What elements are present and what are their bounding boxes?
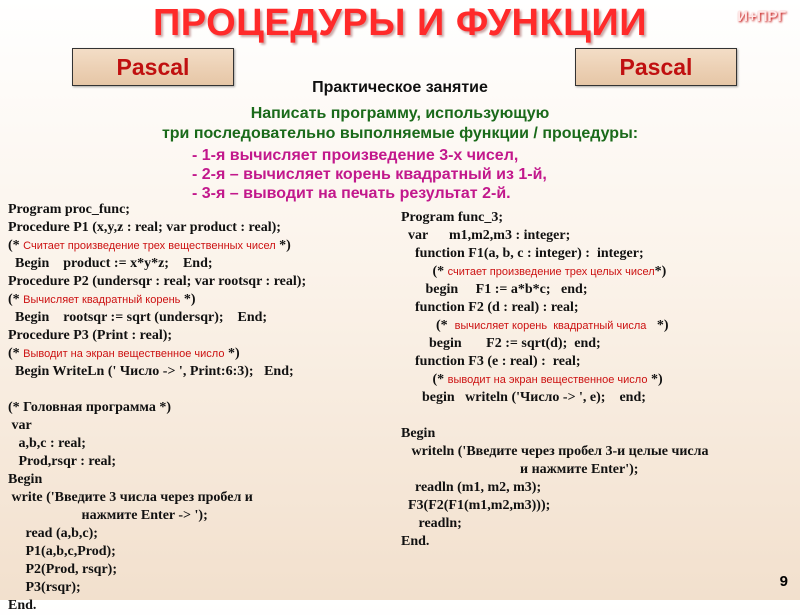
code-line [401, 371, 709, 389]
code-line [401, 263, 709, 281]
code-listing-functions [401, 209, 709, 551]
code-listing-procedures [8, 201, 306, 615]
code-comment: Выводит на экран вещественное число [23, 348, 225, 360]
code-comment: вычисляет корень квадратный числа [454, 320, 647, 332]
code-text: Program proc_func; [8, 202, 130, 217]
language-badge-right: Pascal [575, 48, 737, 86]
code-text: и нажмите Enter'); [401, 462, 639, 477]
code-text: Program func_3; [401, 210, 503, 225]
code-text: Begin [8, 472, 43, 487]
code-text: P2(Prod, rsqr); [8, 562, 117, 577]
code-line [8, 471, 306, 489]
code-text: function F1(a, b, c : integer) : integer; [401, 246, 644, 261]
code-line [401, 533, 709, 551]
code-line [401, 443, 709, 461]
task-line-2: три последовательно выполняемые функции / процедуры: [161, 125, 639, 142]
code-text: (* [401, 318, 455, 333]
code-text: нажмите Enter -> '); [8, 508, 208, 523]
code-line [401, 389, 709, 407]
code-line [8, 201, 306, 219]
task-item: - 1-я вычисляет произведение 3-х чисел, [192, 147, 519, 164]
task-heading [0, 104, 800, 144]
code-line [8, 579, 306, 597]
code-line [401, 353, 709, 371]
code-text: Begin product := x*y*z; End; [8, 256, 213, 271]
code-text: var m1,m2,m3 : integer; [401, 228, 571, 243]
code-text: function F3 (e : real) : real; [401, 354, 581, 369]
code-line [401, 497, 709, 515]
code-comment: Считает произведение трех вещественных чисел [23, 240, 276, 252]
code-comment-close: *) [224, 346, 240, 361]
code-text: function F2 (d : real) : real; [401, 300, 579, 315]
code-text: (* [8, 292, 24, 307]
code-line [401, 479, 709, 497]
code-line [8, 489, 306, 507]
code-text: a,b,c : real; [8, 436, 86, 451]
code-text: writeln ('Введите через пробел 3-и целые числа [401, 444, 709, 459]
code-line [8, 327, 306, 345]
code-text: readln (m1, m2, m3); [401, 480, 542, 495]
code-line [401, 335, 709, 353]
code-text: (* Головная программа *) [8, 400, 171, 415]
code-line [401, 299, 709, 317]
code-text: End. [401, 534, 430, 549]
code-line [8, 525, 306, 543]
code-line [401, 281, 709, 299]
code-line [401, 317, 709, 335]
code-text: (* [8, 346, 24, 361]
code-text: read (a,b,c); [8, 526, 98, 541]
slide-title: ПРОЦЕДУРЫ И ФУНКЦИИ [152, 2, 648, 44]
code-text: Begin WriteLn (' Число -> ', Print:6:3); End; [8, 364, 294, 379]
code-line [8, 363, 306, 381]
code-text: Prod,rsqr : real; [8, 454, 117, 469]
code-text: Begin rootsqr := sqrt (undersqr); End; [8, 310, 268, 325]
code-text: Begin [401, 426, 436, 441]
code-text: (* [401, 264, 448, 279]
code-comment-close: *) [654, 264, 667, 279]
corner-tag: И+ПРГ [737, 8, 786, 25]
code-line [401, 461, 709, 479]
task-line-1: Написать программу, использующую [250, 105, 550, 122]
code-line [401, 407, 709, 425]
subtitle: Практическое занятие [312, 79, 488, 96]
language-badge-left: Pascal [72, 48, 234, 86]
code-comment: выводит на экран вещественное число [447, 374, 648, 386]
code-line [8, 237, 306, 255]
code-text: readln; [401, 516, 462, 531]
code-text: begin F2 := sqrt(d); end; [401, 336, 601, 351]
code-comment: Вычисляет квадратный корень [23, 294, 181, 306]
code-text: F3(F2(F1(m1,m2,m3))); [401, 498, 551, 513]
task-item: - 3-я – выводит на печать результат 2-й. [192, 185, 511, 202]
code-text: write ('Введите 3 числа через пробел и [8, 490, 253, 505]
code-text: (* [401, 372, 448, 387]
code-line [401, 209, 709, 227]
code-comment-close: *) [275, 238, 291, 253]
code-text: P1(a,b,c,Prod); [8, 544, 116, 559]
code-line [8, 543, 306, 561]
code-line [401, 425, 709, 443]
code-line [8, 345, 306, 363]
code-text: P3(rsqr); [8, 580, 81, 595]
page-number: 9 [779, 573, 788, 590]
task-items [192, 146, 547, 203]
code-line [8, 435, 306, 453]
code-line [8, 561, 306, 579]
code-comment-close: *) [647, 372, 663, 387]
code-text: (* [8, 238, 24, 253]
code-text: Procedure P3 (Print : real); [8, 328, 173, 343]
code-line [8, 291, 306, 309]
code-text: begin writeln ('Число -> ', e); end; [401, 390, 646, 405]
code-text: Procedure P1 (x,y,z : real; var product : real); [8, 220, 281, 235]
code-line [8, 219, 306, 237]
code-comment: считает произведение трех целых чисел [447, 266, 655, 278]
task-item: - 2-я – вычисляет корень квадратный из 1-й, [192, 166, 547, 183]
code-line [8, 507, 306, 525]
code-line [8, 381, 306, 399]
code-comment-close: *) [646, 318, 669, 333]
code-text: Procedure P2 (undersqr : real; var rootsqr : real); [8, 274, 307, 289]
code-comment-close: *) [180, 292, 196, 307]
code-text: End. [8, 598, 37, 613]
code-line [8, 417, 306, 435]
code-line [401, 227, 709, 245]
code-line [401, 515, 709, 533]
code-line [8, 255, 306, 273]
code-line [8, 309, 306, 327]
code-line [401, 245, 709, 263]
code-line [8, 453, 306, 471]
code-text: begin F1 := a*b*c; end; [401, 282, 588, 297]
code-text: var [8, 418, 32, 433]
code-line [8, 399, 306, 417]
code-line [8, 273, 306, 291]
